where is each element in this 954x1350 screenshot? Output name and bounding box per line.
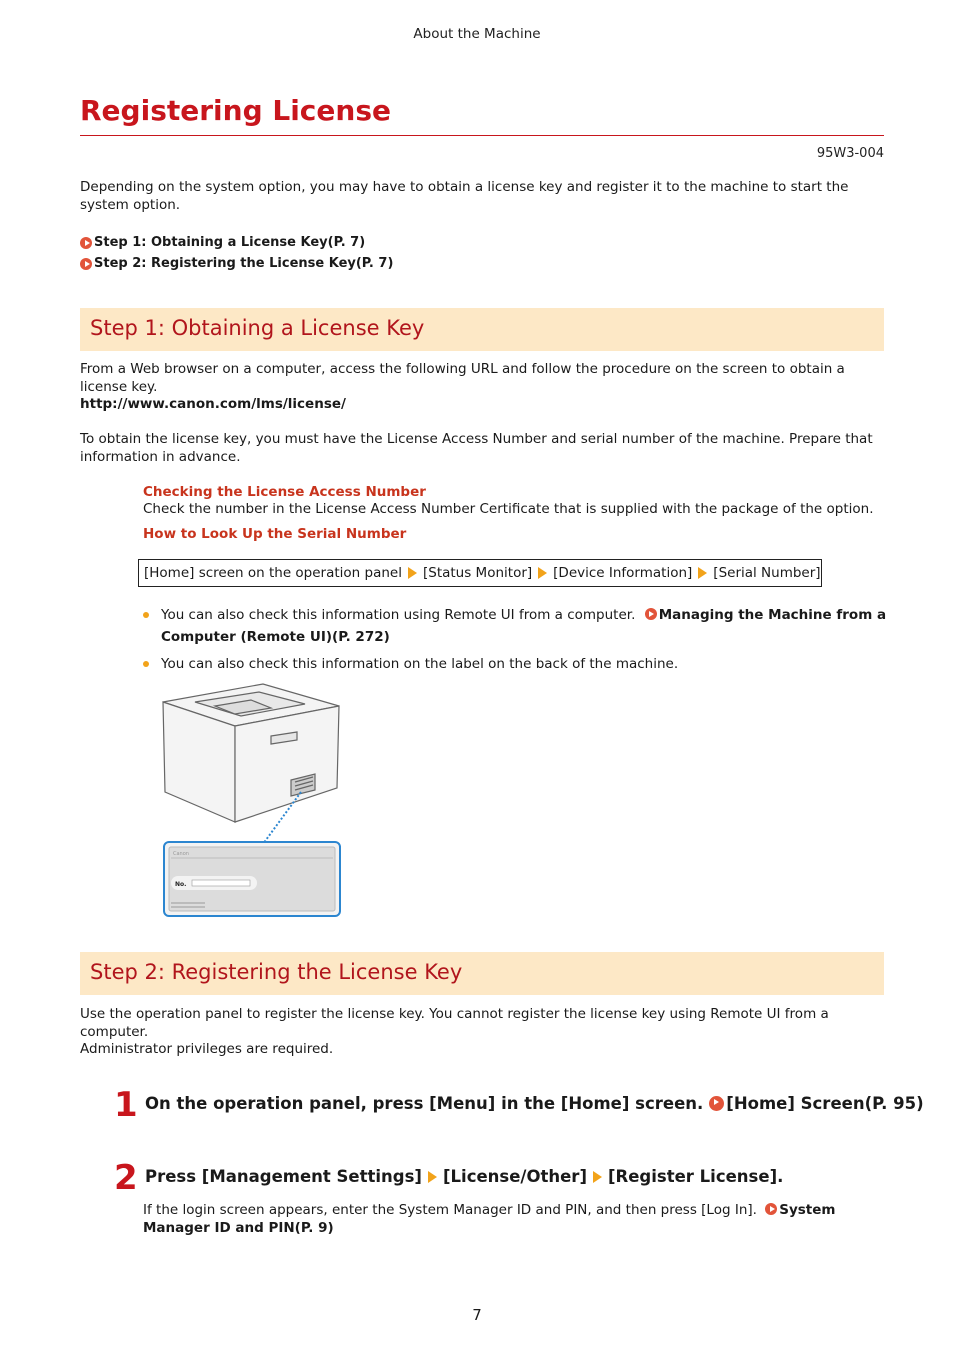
label-brand: Canon [173,851,189,857]
bullet-icon [143,612,149,618]
step-1-text: On the operation panel, press [Menu] in the [Home] screen. [145,1094,704,1113]
bullet-icon [143,661,149,667]
title-divider [80,135,884,136]
bullet-text: You can also check this information using Remote UI from a computer. [161,607,636,623]
serial-number-heading: How to Look Up the Serial Number [143,526,407,542]
path-step: [Serial Number] [713,565,821,581]
step-2-part: [License/Other] [442,1167,587,1186]
remote-ui-link[interactable]: Managing the Machine from a Computer (Remote UI)(P. 272) [161,607,887,645]
step-2-note [143,1202,883,1237]
toc-link-label: Step 2: Registering the License Key(P. 7) [94,256,394,271]
check-access-number-heading: Checking the License Access Number [143,484,426,500]
menu-path-box [138,559,822,587]
path-step: [Device Information] [553,565,693,581]
home-screen-link[interactable]: [Home] Screen(P. 95) [726,1094,924,1113]
path-step: [Status Monitor] [422,565,533,581]
printer-icon [163,684,339,822]
admin-note: Administrator privileges are required. [80,1041,334,1057]
arrow-right-icon [408,567,417,579]
bullet-text: You can also check this information on the label on the back of the machine. [161,656,679,672]
section-header-step2 [80,952,884,995]
toc-link-step1[interactable] [80,235,365,250]
running-header: About the Machine [413,26,541,42]
step-number-2: 2 [114,1158,138,1198]
section-header-step1 [80,308,884,351]
intro-paragraph: Depending on the system option, you may have to obtain a license key and register it to the machine to start the system option. [80,179,849,213]
step2-description: Use the operation panel to register the license key. You cannot register the license key using Remote UI from a computer. [80,1006,829,1040]
step-2-part: [Register License]. [607,1167,784,1186]
arrow-link-icon [709,1096,724,1111]
login-note: If the login screen appears, enter the System Manager ID and PIN, and then press [Log In]. [143,1202,757,1218]
serial-label-icon [164,842,340,916]
step-2-part: Press [Management Settings] [145,1167,422,1186]
toc-link-label: Step 1: Obtaining a License Key(P. 7) [94,235,366,250]
step1-instructions: From a Web browser on a computer, access the following URL and follow the procedure on the screen to obtain a license key. [80,361,845,395]
step1-paragraph1 [80,361,880,414]
label-no: No. [175,881,187,888]
check-access-number-text: Check the number in the License Access Number Certificate that is supplied with the package of the option. [143,501,874,517]
step1-paragraph2: To obtain the license key, you must have the License Access Number and serial number of the machine. Prepare that information in advance. [80,431,873,465]
section-title: Step 2: Registering the License Key [90,960,463,984]
arrow-right-icon [698,567,707,579]
system-manager-link[interactable]: System Manager ID and PIN(P. 9) [143,1202,836,1236]
printer-label-illustration [155,680,355,922]
arrow-link-icon [645,608,657,620]
toc-link-step2[interactable] [80,256,393,271]
step2-paragraph [80,1006,880,1059]
arrow-right-icon [593,1171,602,1183]
document-code: 95W3-004 [816,146,884,161]
step-number-1: 1 [114,1085,138,1125]
arrow-right-icon [428,1171,437,1183]
arrow-link-icon [765,1203,777,1215]
arrow-right-icon [538,567,547,579]
step-2-instruction [145,1167,783,1186]
arrow-link-icon [80,258,92,270]
arrow-link-icon [80,237,92,249]
path-step: [Home] screen on the operation panel [144,565,402,581]
section-title: Step 1: Obtaining a License Key [90,316,425,340]
step-1-instruction [145,1094,924,1113]
bullet-label [143,653,888,675]
bullet-remote-ui [143,604,888,648]
license-url: http://www.canon.com/lms/license/ [80,396,346,412]
page-number: 7 [472,1306,482,1324]
page-title: Registering License [80,94,391,127]
